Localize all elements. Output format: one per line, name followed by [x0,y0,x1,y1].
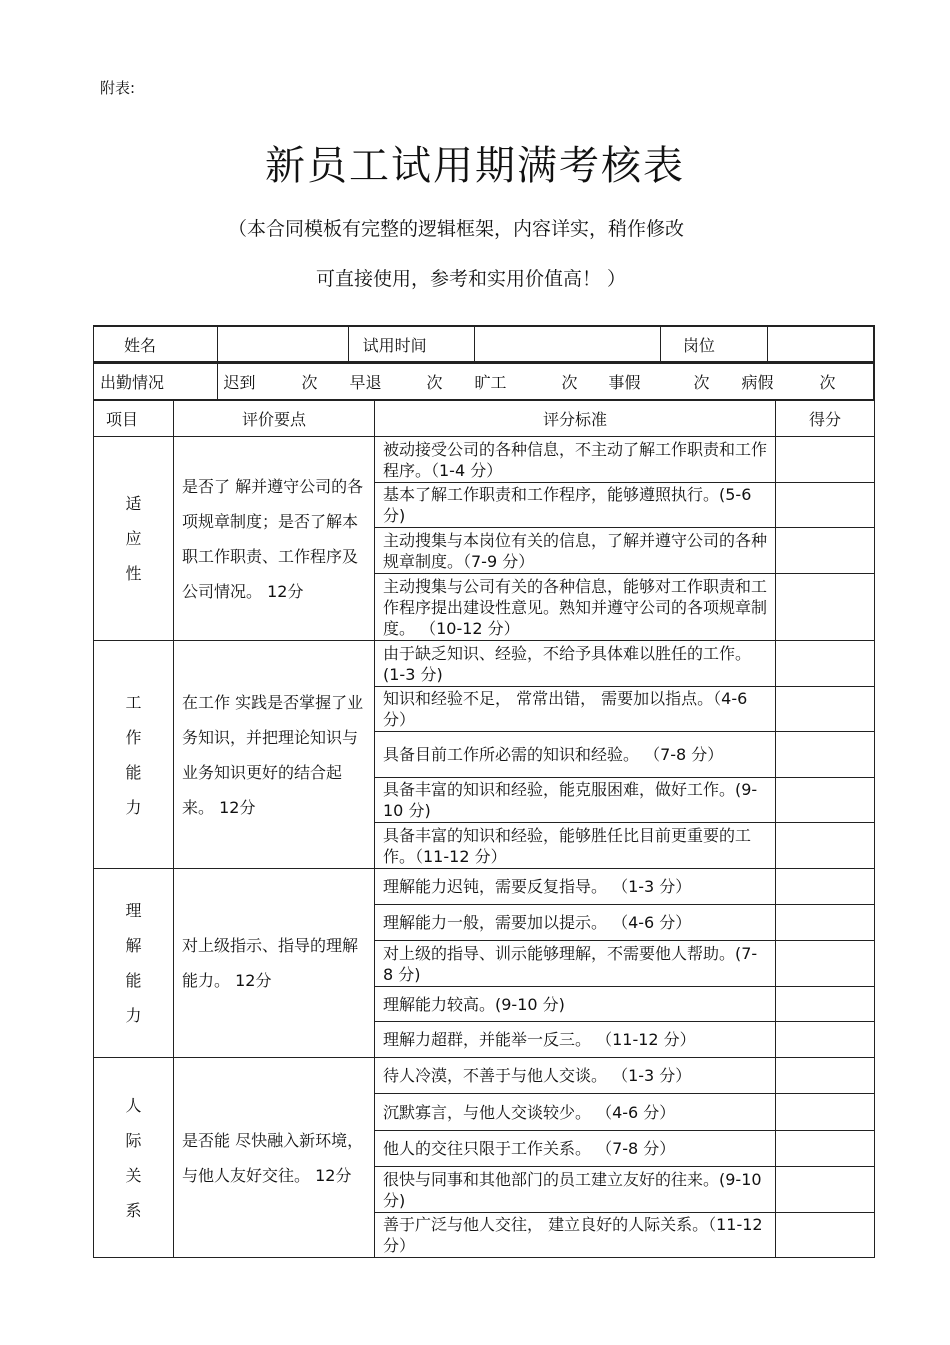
score-cell[interactable] [776,528,875,574]
late-label: 迟到 [223,373,256,392]
attendance-values [217,364,874,400]
score-cell[interactable] [776,869,875,905]
name-label: 姓名 [94,327,217,362]
column-item: 项目 [94,401,174,437]
late-unit: 次 [301,373,318,392]
category-comprehension: 理 解 能 力 [94,869,174,1058]
score-cell[interactable] [776,1213,875,1258]
absent-unit: 次 [561,373,578,392]
name-value-field[interactable] [217,327,348,362]
score-cell[interactable] [776,941,875,987]
criteria-item: 他人的交往只限于工作关系。 （7-8 分） [375,1131,776,1167]
personal-leave-unit: 次 [693,373,710,392]
sick-leave-label: 病假 [741,373,774,392]
score-cell[interactable] [776,905,875,941]
attendance-label: 出勤情况 [94,364,217,400]
criteria-item: 沉默寡言，与他人交谈较少。 （4-6 分） [375,1094,776,1131]
score-cell[interactable] [776,823,875,869]
evaluation-table [93,325,875,1258]
criteria-item: 主动搜集与本岗位有关的信息，了解并遵守公司的各种规章制度。（7-9 分） [375,528,776,574]
criteria-item: 具备丰富的知识和经验，能够胜任比目前更重要的工作。（11-12 分） [375,823,776,869]
note-line-1: （本合同模板有完整的逻辑框架，内容详实，稍作修改 [228,218,685,240]
note-line-2: 可直接使用，参考和实用价值高！ ） [316,268,627,290]
attendance-row [94,363,875,401]
criteria-item: 对上级的指导、训示能够理解，不需要他人帮助。(7-8 分) [375,941,776,987]
criteria-item: 理解能力一般，需要加以提示。 （4-6 分） [375,905,776,941]
criteria-item: 被动接受公司的各种信息，不主动了解工作职责和工作程序。（1-4 分） [375,437,776,483]
info-row [94,326,875,363]
absent-label: 旷工 [474,373,507,392]
criteria-item: 理解能力较高。(9-10 分) [375,987,776,1022]
page-title: 新员工试用期满考核表 [265,143,685,189]
key-point-adaptability: 是否了 解并遵守公司的各项规章制度；是否了解本职工作职责、工作程序及公司情况。 12分 [174,437,375,641]
score-cell[interactable] [776,641,875,687]
section-relations-row-1 [94,1058,875,1094]
post-value-field[interactable] [767,327,873,362]
score-cell[interactable] [776,437,875,483]
criteria-item: 具备丰富的知识和经验，能克服困难，做好工作。(9-10 分) [375,778,776,823]
score-cell[interactable] [776,732,875,778]
section-work-ability-row-1 [94,641,875,687]
section-adaptability-row-1 [94,437,875,483]
criteria-item: 理解能力迟钝，需要反复指导。 （1-3 分） [375,869,776,905]
criteria-item: 理解力超群，并能举一反三。 （11-12 分） [375,1022,776,1058]
score-cell[interactable] [776,1167,875,1213]
score-cell[interactable] [776,1131,875,1167]
sick-leave-unit: 次 [819,373,836,392]
category-work-ability: 工 作 能 力 [94,641,174,869]
early-leave-unit: 次 [426,373,443,392]
criteria-item: 善于广泛与他人交往， 建立良好的人际关系。（11-12 分） [375,1213,776,1258]
score-cell[interactable] [776,987,875,1022]
category-interpersonal: 人 际 关 系 [94,1058,174,1258]
column-score: 得分 [776,401,875,437]
criteria-item: 待人冷漠，不善于与他人交谈。 （1-3 分） [375,1058,776,1094]
trial-period-label: 试用时间 [348,327,474,362]
key-point-interpersonal: 是否能 尽快融入新环境，与他人友好交往。 12分 [174,1058,375,1258]
criteria-item: 主动搜集与公司有关的各种信息，能够对工作职责和工作程序提出建设性意见。熟知并遵守公司的各项规章制度。 （10-12 分） [375,574,776,641]
score-cell[interactable] [776,1022,875,1058]
column-criteria: 评分标准 [375,401,776,437]
section-comprehension-row-1 [94,869,875,905]
column-key-points: 评价要点 [174,401,375,437]
score-cell[interactable] [776,1094,875,1131]
score-cell[interactable] [776,483,875,528]
early-leave-label: 早退 [349,373,382,392]
score-cell[interactable] [776,1058,875,1094]
criteria-item: 很快与同事和其他部门的员工建立友好的往来。(9-10 分) [375,1167,776,1213]
personal-leave-label: 事假 [608,373,641,392]
score-cell[interactable] [776,778,875,823]
key-point-work-ability: 在工作 实践是否掌握了业务知识，并把理论知识与业务知识更好的结合起来。 12分 [174,641,375,869]
key-point-comprehension: 对上级指示、指导的理解能力。 12分 [174,869,375,1058]
category-adaptability: 适 应 性 [94,437,174,641]
post-label: 岗位 [660,327,767,362]
trial-period-value-field[interactable] [474,327,660,362]
criteria-item: 由于缺乏知识、经验，不给予具体难以胜任的工作。(1-3 分) [375,641,776,687]
score-cell[interactable] [776,687,875,732]
criteria-item: 基本了解工作职责和工作程序，能够遵照执行。(5-6 分) [375,483,776,528]
criteria-item: 具备目前工作所必需的知识和经验。 （7-8 分） [375,732,776,778]
score-cell[interactable] [776,574,875,641]
criteria-item: 知识和经验不足， 常常出错， 需要加以指点。（4-6 分） [375,687,776,732]
column-header-row [94,401,875,437]
appendix-label: 附表: [100,79,136,97]
